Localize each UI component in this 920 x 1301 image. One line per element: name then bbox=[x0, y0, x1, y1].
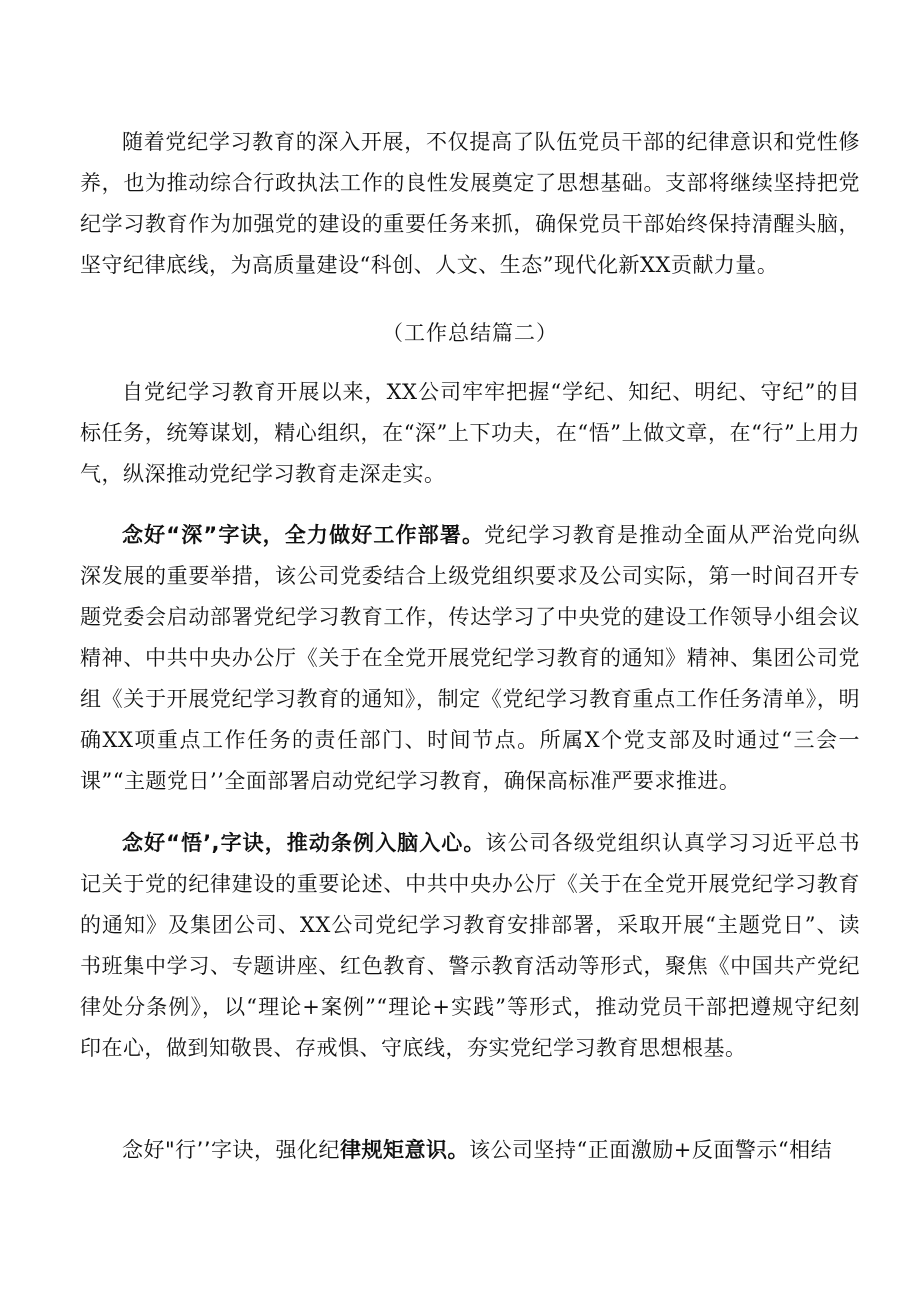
action-body: 该公司坚持“正面激励+反面警示“相结 bbox=[469, 1138, 833, 1162]
deploy-paragraph bbox=[80, 515, 860, 802]
action-paragraph bbox=[80, 1130, 860, 1171]
comprehend-paragraph bbox=[80, 823, 860, 1069]
deploy-body: 党纪学习教育是推动全面从严治党向纵深发展的重要举措，该公司党委结合上级党组织要求及公司实际，第一时间召开专题党委会启动部署党纪学习教育工作，传达学习了中央党的建设工作领导小组会议精神、中共中央办公厅《关于在全党开展党纪学习教育的通知》精神、集团公司党组《关于开展党纪学习教育的通知》，制定《党纪学习教育重点工作任务清单》，明确XX项重点工作任务的责任部门、时间节点。所属X个党支部及时通过“三会一课”“主题党日’’全面部署启动党纪学习教育，确保高标准严要求推进。 bbox=[80, 523, 860, 793]
comprehend-body: 该公司各级党组织认真学习习近平总书记关于党的纪律建设的重要论述、中共中央办公厅《关于在全党开展党纪学习教育的通知》及集团公司、XX公司党纪学习教育安排部署，采取开展“主题党日”、读书班集中学习、专题讲座、红色教育、警示教育活动等形式，聚焦《中国共产党纪律处分条例》，以“理论+案例”“理论+实践”等形式，推动党员干部把遵规守纪刻印在心，做到知敬畏、存戒惧、守底线，夯实党纪学习教育思想根基。 bbox=[80, 831, 861, 1060]
intro-paragraph: 自党纪学习教育开展以来，XX公司牢牢把握“学纪、知纪、明纪、守纪”的目标任务，统筹谋划，精心组织，在“深”上下功夫，在“悟”上做文章，在“行”上用力气，纵深推动党纪学习教育走深走实。 bbox=[80, 380, 860, 486]
deploy-lead: 念好“深”字诀，全力做好工作部署。 bbox=[122, 523, 485, 547]
action-lead-plain: 念好"行’’字诀，强化纪 bbox=[122, 1138, 341, 1162]
section-heading: （工作总结篇二） bbox=[382, 321, 558, 345]
comprehend-lead: 念好“悟’,字诀，推动条例入脑入心。 bbox=[122, 831, 486, 855]
action-lead-bold: 律规矩意识。 bbox=[340, 1138, 470, 1162]
closing-paragraph: 随着党纪学习教育的深入开展，不仅提高了队伍党员干部的纪律意识和党性修养，也为推动综合行政执法工作的良性发展奠定了思想基础。支部将继续坚持把党纪学习教育作为加强党的建设的重要任务来抓，确保党员干部始终保持清醒头脑，坚守纪律底线，为高质量建设“科创、人文、生态”现代化新XX贡献力量。 bbox=[80, 130, 860, 277]
